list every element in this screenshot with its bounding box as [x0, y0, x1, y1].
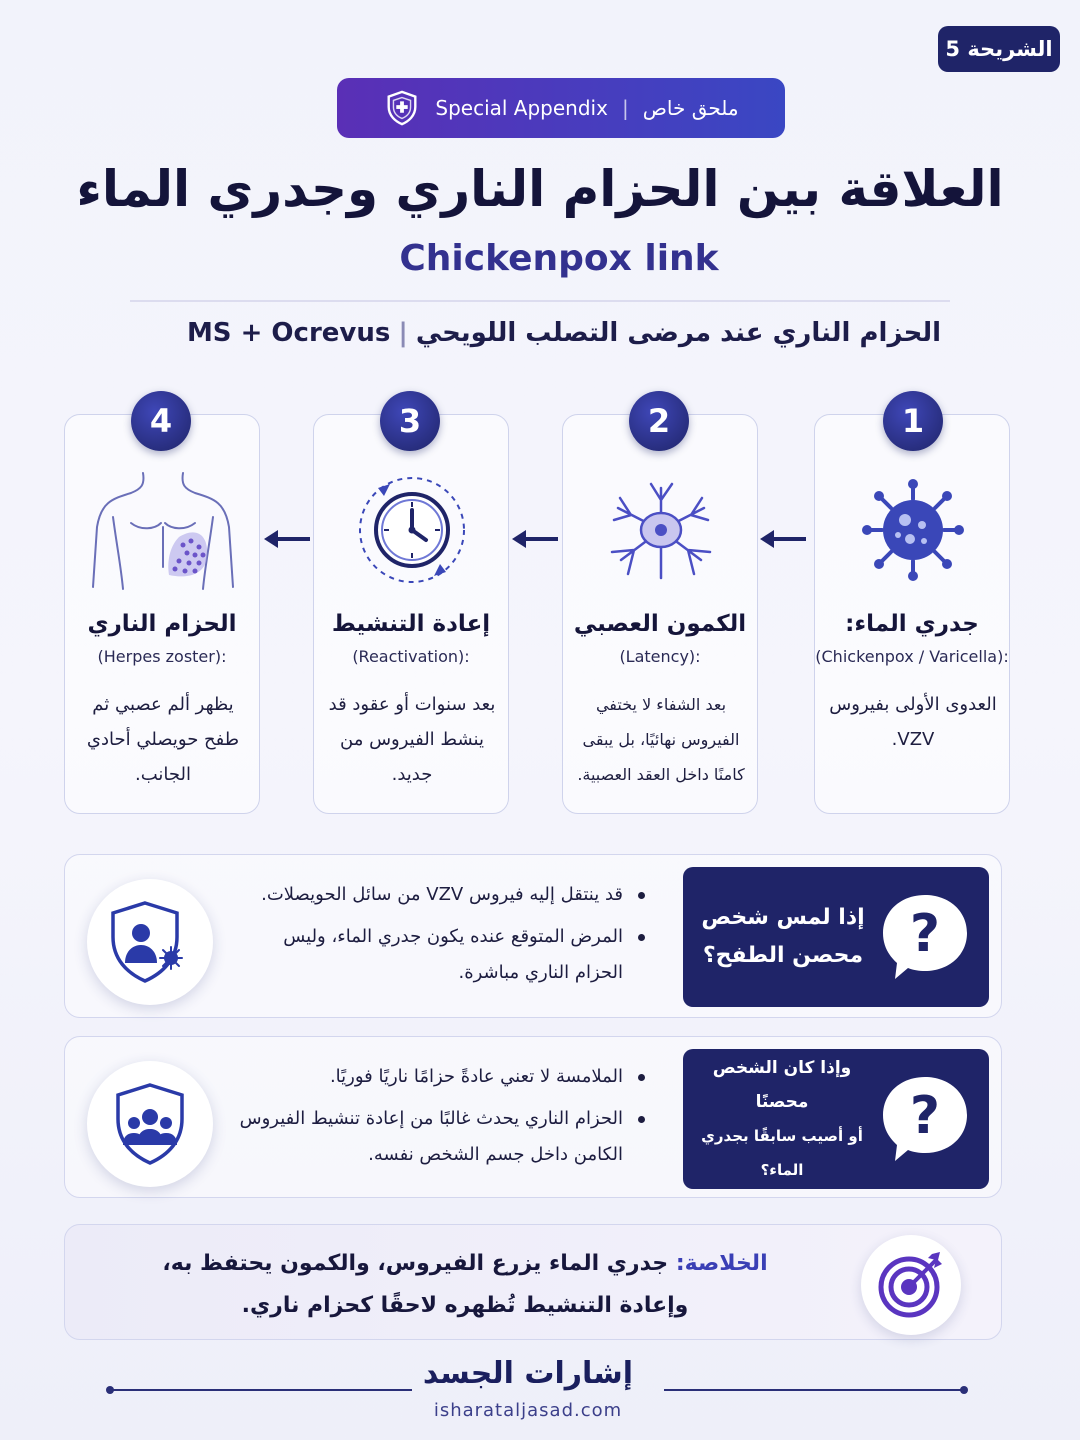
context-separator: | — [398, 318, 408, 348]
question-bubble-icon — [879, 891, 971, 983]
bullet-item: الملامسة لا تعني عادةً حزامًا ناريًا فوريًا. — [231, 1059, 651, 1095]
brand-name: إشارات الجسد — [422, 1356, 634, 1391]
step-card-herpes-zoster — [64, 402, 260, 814]
bullet-item: الحزام الناري يحدث غالبًا من إعادة تنشيط الفيروس الكامن داخل جسم الشخص نفسه. — [231, 1101, 651, 1173]
step-number-badge: 1 — [883, 391, 943, 451]
appendix-ar-label: ملحق خاص — [642, 96, 739, 120]
question-line: محصن الطفح؟ — [702, 943, 864, 968]
page-subtitle: Chickenpox link — [399, 238, 719, 279]
question-text — [695, 867, 871, 1007]
question-box-1 — [64, 854, 1002, 1018]
arrow-left-icon — [758, 526, 808, 552]
step-title: إعادة التنشيط — [331, 611, 491, 637]
step-title: جدري الماء: — [845, 611, 979, 637]
step-card-latency — [562, 402, 758, 814]
bullet-item: قد ينتقل إليه فيروس VZV من سائل الحويصلات. — [231, 877, 651, 913]
step-description: العدوى الأولى بفيروس VZV. — [829, 694, 997, 750]
title-divider — [130, 300, 950, 302]
shield-plus-icon — [383, 89, 421, 127]
clock-icon — [332, 467, 492, 593]
slide-number-badge: الشريحة 5 — [938, 26, 1060, 72]
answer-bullets — [231, 877, 651, 997]
context-line — [0, 318, 1080, 348]
context-en: MS + Ocrevus — [186, 318, 391, 348]
context-ar: الحزام الناري عند مرضى التصلب اللويحي — [415, 318, 942, 348]
special-appendix-pill — [337, 78, 785, 138]
question-card — [683, 867, 989, 1007]
svg-text:?: ? — [909, 904, 941, 964]
arrow-left-icon — [262, 526, 312, 552]
step-title: الكمون العصبي — [573, 611, 747, 637]
target-icon — [861, 1235, 961, 1335]
question-line: إذا لمس شخص — [701, 905, 865, 930]
torso-rash-icon — [83, 467, 243, 593]
question-line: وإذا كان الشخص محصنًا — [712, 1058, 852, 1112]
step-number-badge: 3 — [380, 391, 440, 451]
answer-bullets — [231, 1059, 651, 1179]
step-description: بعد سنوات أو عقود قد ينشط الفيروس من جديد. — [328, 694, 496, 785]
summary-line-1: جدري الماء يزرع الفيروس، والكمون يحتفظ به، — [162, 1251, 669, 1276]
summary-line-2: وإعادة التنشيط تُظهره لاحقًا كحزام ناري. — [241, 1293, 689, 1318]
step-description: يظهر ألم عصبي ثم طفح حويصلي أحادي الجانب. — [86, 694, 240, 785]
question-text — [687, 1049, 877, 1189]
appendix-en-label: Special Appendix — [435, 96, 608, 120]
step-card-reactivation — [313, 402, 509, 814]
question-card — [683, 1049, 989, 1189]
step-card-chickenpox — [814, 402, 1010, 814]
step-subtitle: (Reactivation): — [352, 647, 470, 666]
step-subtitle: (Herpes zoster): — [97, 647, 227, 666]
question-box-2 — [64, 1036, 1002, 1198]
group-shield-icon — [87, 1061, 213, 1187]
step-number-badge: 2 — [629, 391, 689, 451]
summary-label: الخلاصة: — [675, 1251, 768, 1276]
person-shield-virus-icon — [87, 879, 213, 1005]
step-subtitle: (Chickenpox / Varicella): — [815, 647, 1009, 666]
step-description: بعد الشفاء لا يختفي الفيروس نهائيًا، بل يبقى كامنًا داخل العقد العصبية. — [577, 695, 745, 784]
virus-icon — [833, 467, 993, 593]
step-title: الحزام الناري — [87, 611, 237, 637]
steps-flow — [0, 390, 1080, 830]
neuron-icon — [581, 467, 741, 593]
page-title: العلاقة بين الحزام الناري وجدري الماء — [76, 160, 1004, 218]
appendix-separator: | — [621, 96, 629, 120]
step-number-badge: 4 — [131, 391, 191, 451]
question-bubble-icon — [879, 1073, 971, 1165]
summary-text — [145, 1243, 785, 1327]
arrow-left-icon — [510, 526, 560, 552]
question-line: أو أصيب سابقًا بجدري الماء؟ — [701, 1127, 863, 1179]
summary-box — [64, 1224, 1002, 1340]
step-subtitle: (Latency): — [619, 647, 701, 666]
bullet-item: المرض المتوقع عنده يكون جدري الماء، وليس الحزام الناري مباشرة. — [231, 919, 651, 991]
brand-url[interactable]: isharataljasad.com — [433, 1400, 623, 1421]
svg-text:?: ? — [909, 1086, 941, 1146]
